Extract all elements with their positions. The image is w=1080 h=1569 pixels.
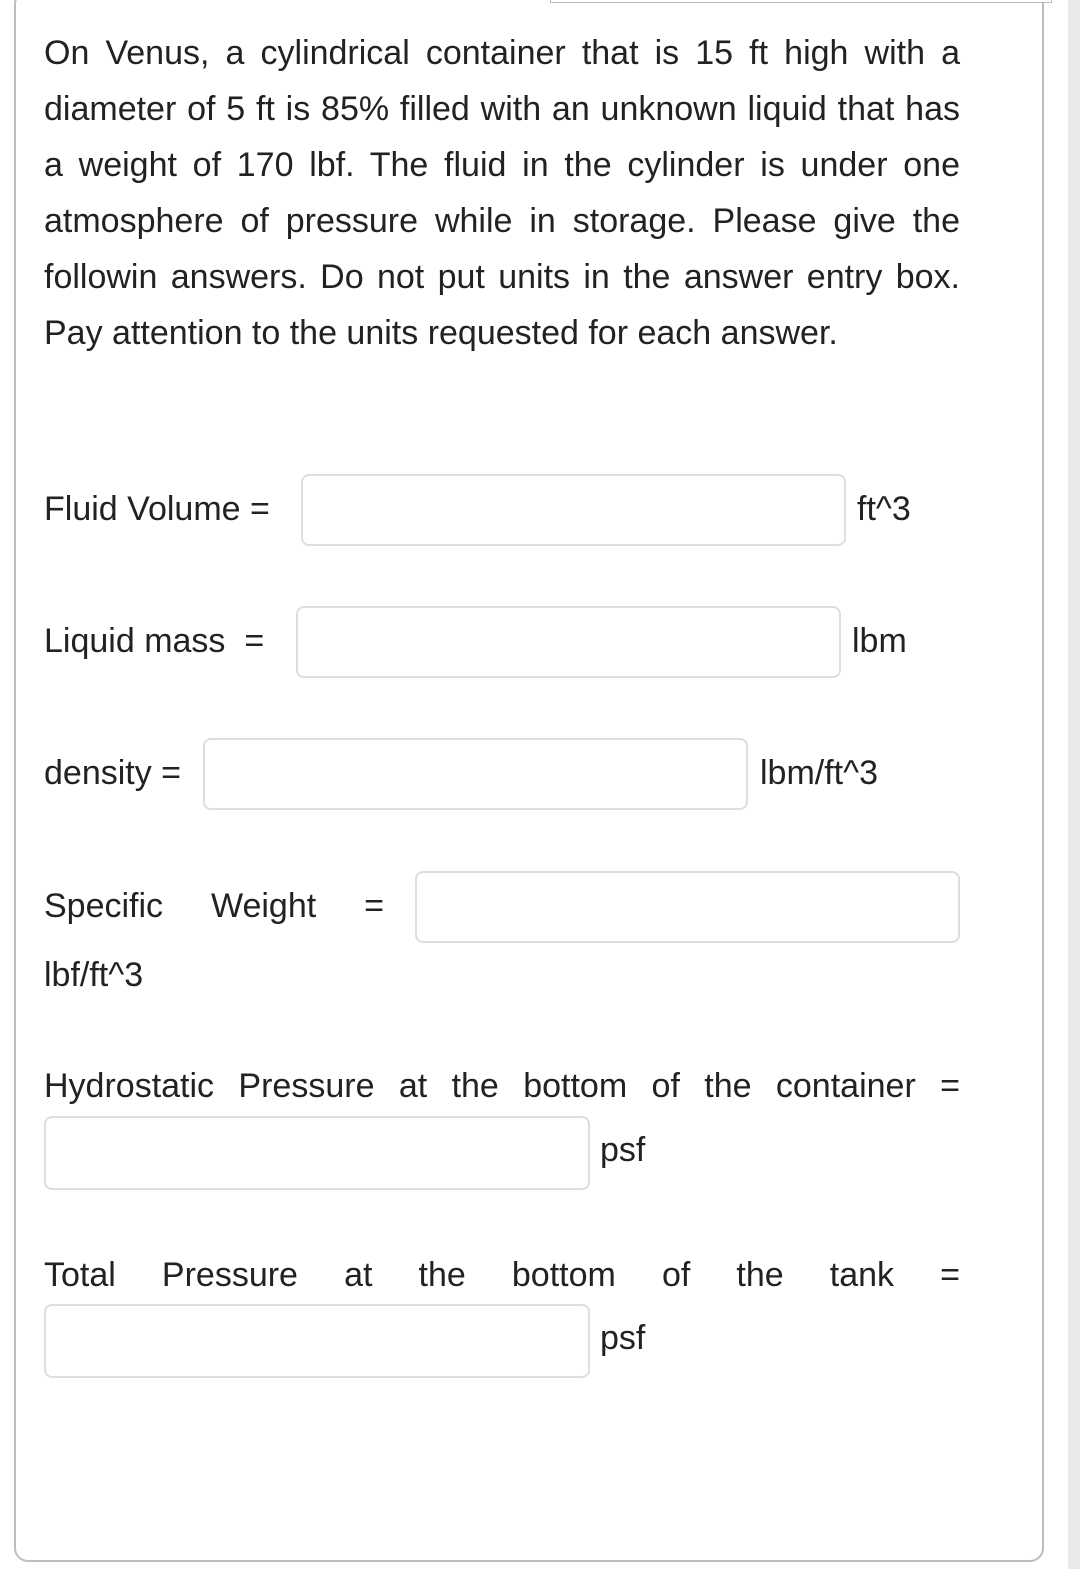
fluid-volume-input[interactable] [301,474,846,546]
density-input[interactable] [203,738,748,810]
fluid-volume-label: Fluid Volume = [44,490,270,528]
hydrostatic-pressure-label: Hydrostatic Pressure at the bottom of the container = [44,1067,960,1105]
question-text: On Venus, a cylindrical container that is 15 ft high with a diameter of 5 ft is 85% filled with an unknown liquid that has a weight of 170 lbf. The fluid in the cylinder is under one atmosphere of pressure while in storage. Please give the followin answers. Do not put units in the answer entry box. Pay attention to the units requested for each answer. [44,34,960,352]
liquid-mass-input[interactable] [296,606,841,678]
total-pressure-unit: psf [600,1319,646,1357]
top-tab-edge [550,0,1052,3]
total-pressure-input[interactable] [44,1304,590,1378]
specific-weight-input[interactable] [415,871,960,943]
scrollbar-track[interactable] [1068,0,1080,1569]
total-pressure-label: Total Pressure at the bottom of the tank = [44,1256,960,1294]
hydrostatic-pressure-unit: psf [600,1131,646,1169]
specific-weight-unit: lbf/ft^3 [44,956,144,994]
density-label: density = [44,754,182,792]
fluid-volume-unit: ft^3 [857,490,911,528]
hydrostatic-pressure-input[interactable] [44,1116,590,1190]
liquid-mass-unit: lbm [852,622,907,660]
specific-weight-label: Specific Weight = [44,887,384,925]
liquid-mass-label: Liquid mass = [44,622,265,660]
density-unit: lbm/ft^3 [760,754,878,792]
